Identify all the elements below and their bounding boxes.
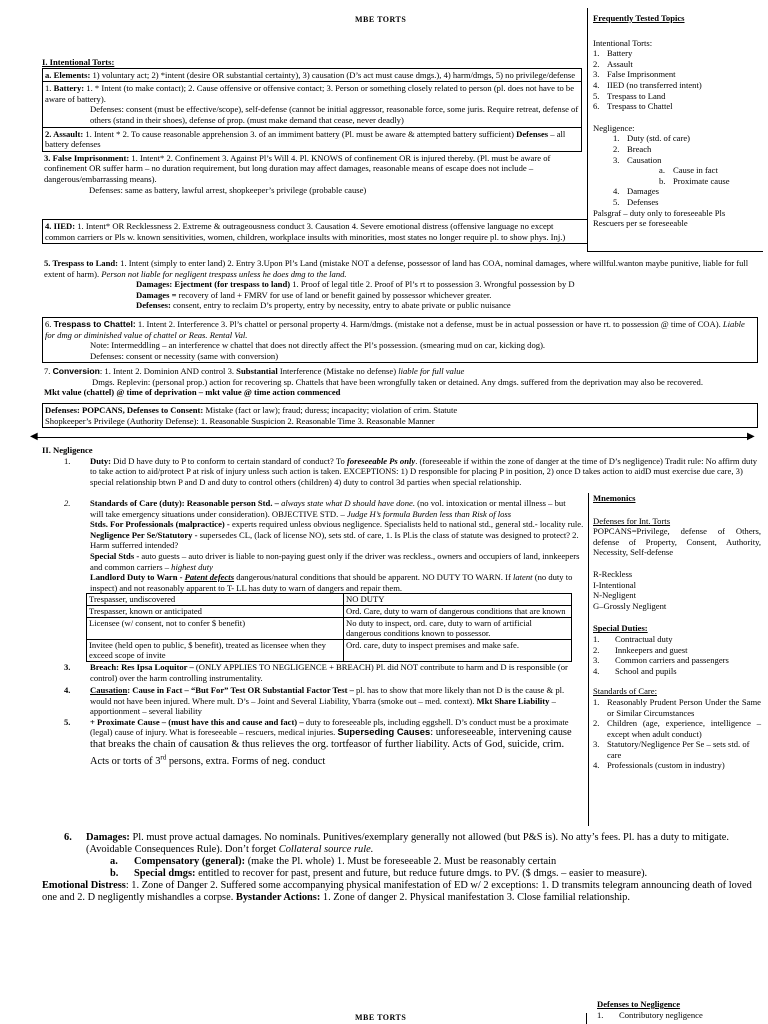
table-row: Invitee (held open to public, $ benefit), treated as licensee when they exceed scope of invite Ord. care, duty to inspect premises and make safe. <box>87 639 572 661</box>
emotional-distress: Emotional Distress: 1. Zone of Danger 2. Suffered some accompanying physical manifestation of ED w/ 2 exceptions: 1. D transmits telegram announcing death of loved one and 2. D negligently mishandles a corpse. Bystander Actions: 1. Zone of danger 2. Physical manifestation 3. Close familial relationship. <box>42 880 752 903</box>
ft-negligence-list <box>593 133 763 207</box>
ft-intentional-list <box>593 48 763 112</box>
list-item: b. Proximate cause <box>659 175 730 186</box>
list-item: 2. Children (age, experience, intelligence – except when adult conduct) <box>593 718 761 739</box>
list-item: 4. School and pupils <box>593 665 677 676</box>
list-item: 1. Contractual duty <box>593 633 673 644</box>
list-item: 1. Reasonably Prudent Person Under the Same or Similar Circumstances <box>593 696 761 718</box>
list-item: 3. Causation <box>613 154 662 165</box>
defenses-to-negligence-heading: Defenses to Negligence <box>597 999 681 1009</box>
arrow-left-icon: ◀ <box>30 431 38 442</box>
standards-of-care-label: Standards of Care: <box>593 686 657 697</box>
standards-of-care-list <box>593 697 761 771</box>
list-item: 3. False Imprisonment <box>593 69 676 80</box>
list-item: 2. Innkeepers and guest <box>593 644 688 655</box>
arrow-right-icon: ▶ <box>747 431 755 442</box>
list-item: 1. Contributory negligence <box>597 1009 703 1020</box>
damages-item: 6. Damages: Pl. must prove actual damages. No nominals. Punitives/exemplary generally not allowed (but P&S is). No atty’s fees. Pl. has a duty to mitigate. (Avoidable Consequences Rule). Don’t forget Collateral source rule. <box>64 832 729 855</box>
footer-divider <box>586 1013 587 1024</box>
trespass-to-chattel-box: 6. Trespass to Chattel: 1. Intent 2. Interference 3. Pl’s chattel or personal property 4. Harm/dmgs. (mistake not a defense, must be in actual possession or have rt. to possession @ time of COA). Liable for dmg or diminished value of chattel or Reas. Rental Val. Note: Intermeddling – an interference w chattel that does not directly affect the Pl’s possession. (smearing mud on car, kicking dog). Defenses: consent or necessity (same with conversion) <box>42 317 758 363</box>
list-item: 4. IIED (no transferred intent) <box>593 79 702 90</box>
ft-negligence-label: Negligence: <box>593 122 635 133</box>
proximate-cause-item: 5. + Proximate Cause – (must have this and cause and fact) – duty to foreseeable pls, including eggshell. D’s conduct must be a proximate (legal) cause of injury. What is foreseeable – rescuers, medical injuries. Superseding Causes: unforeseeable, intervening cause that breaks the chain of causation & thus relieves the org. tortfeasor of further liability. Acts of God, suicide, crim. Acts or torts of 3rd persons, extra. Forms of neg. conduct <box>64 716 572 767</box>
list-item: 2. Assault <box>593 58 633 69</box>
negligence-left-column <box>64 498 584 768</box>
damages-section <box>42 832 758 904</box>
battery-box: 1. Battery: 1. * Intent (to make contact); 2. Cause offensive or offensive contact; 3. Person or something closely related to person (pl. does not have to be aware of battery). Defenses: consent (must be effective/scope), self-defense (cannot be initial aggressor, reasonable force, some juris. Require retreat, defense of others (stand in their shoes), defense of prop. (must make demand that cease, never deadly) <box>42 81 582 126</box>
list-item: 6. Trespass to Chattel <box>593 101 673 112</box>
table-row: Licensee (w/ consent, not to confer $ benefit) No duty to inspect, ord. care, duty to warn of artificial dangerous conditions known to possessor. <box>87 617 572 639</box>
popcans-box: Defenses: POPCANS, Defenses to Consent: Mistake (fact or law); fraud; duress; incapacity; violation of crim. Statute Shopkeeper’s Privilege (Authority Defense): 1. Reasonable Suspicion 2. Reasonable Time 3. Reasonable Manner <box>42 403 758 428</box>
footer-title: MBE TORTS <box>355 1013 407 1022</box>
ft-rescuers: Rescuers per se foreseeable <box>593 218 688 229</box>
intentional-torts-section <box>42 57 582 196</box>
list-item: 4. Professionals (custom in industry) <box>593 760 725 771</box>
ft-intentional-label: Intentional Torts: <box>593 37 653 48</box>
iied-box: 4. IIED: 1. Intent* OR Recklessness 2. Extreme & outrageousness conduct 3. Causation 4. Severe emotional distress (offensive language no except common carriers or Pls w. known sensitivities, women, children, workplace insults with minorities, most states no longer require pl. to show phys. Inj.) <box>42 219 588 244</box>
section-divider <box>36 437 752 438</box>
page-title: MBE TORTS <box>355 15 407 24</box>
ring-mnemonic: R-Reckless I-Intentional N-Negligent G–Grossly Negligent <box>593 568 667 611</box>
list-item: 3. Statutory/Negligence Per Se – sets std. of care <box>593 739 750 760</box>
conversion: 7. Conversion: 1. Intent 2. Dominion AND control 3. Substantial Interference (Mistake no defense) liable for full value Dmgs. Replevin: (personal prop.) action for recovering sp. Chattels that have been wrongfully taken or detained. Any dmgs. suffered from the deprivation may also be recovered. Mkt value (chattel) @ time of deprivation – mkt value @ time action commenced <box>44 366 704 398</box>
list-item: 2. Breach <box>613 143 652 154</box>
special-duties-label: Special Duties: <box>593 623 648 634</box>
special-duties-list <box>593 634 761 676</box>
list-item: 3. Common carriers and passengers <box>593 655 729 666</box>
mnemonics-box <box>588 493 761 826</box>
table-row: Trespasser, undiscovered NO DUTY <box>87 594 572 606</box>
list-item: a. Cause in fact <box>659 165 718 176</box>
section-heading: I. Intentional Torts: <box>42 57 115 67</box>
negligence-section <box>42 445 758 487</box>
defenses-to-negligence-box <box>597 999 757 1020</box>
mnemonics-heading: Mnemonics <box>593 493 636 503</box>
list-item: 1. Battery <box>593 48 633 59</box>
popcans-mnemonic: POPCANS=Privilege, defense of Others, defense of Property, Consent, Authority, Necessity, Self-defense <box>593 526 761 558</box>
section-heading: II. Negligence <box>42 445 93 455</box>
frequently-tested-topics-box <box>587 8 763 252</box>
list-item: 4. Damages <box>613 186 659 197</box>
breach-item: 3. Breach: Res Ipsa Loquitor – (ONLY APPLIES TO NEGLIGENCE + BREACH) Pl. did NOT contribute to harm and D is responsible (or control) over the harm controlling instrumentality. <box>64 661 568 683</box>
compensatory-item: a. Compensatory (general): (make the Pl. whole) 1. Must be foreseeable 2. Must be reasonably certain <box>110 856 557 867</box>
list-item: 5. Defenses <box>613 196 659 207</box>
list-item: 1. Duty (std. of care) <box>613 133 690 144</box>
special-dmgs-item: b. Special dmgs: entitled to recover for past, present and future, but reduce future dmgs. to PV. ($ dmgs. – easier to measure). <box>110 868 648 879</box>
causation-item: 4. Causation: Cause in Fact – “But For” Test OR Substantial Factor Test – pl. has to show that more likely than not D is the cause & pl. would not have been injured. Where mult. D’s – Joint and Several Liability, Ybarra (smoke out – med. context). Mkt Share Liability – apportionment – several liability <box>64 685 565 717</box>
ft-heading: Frequently Tested Topics <box>593 13 685 23</box>
defenses-int-torts-label: Defenses for Int. Torts <box>593 515 671 526</box>
duty-item: 1. Duty: Did D have duty to P to conform to certain standard of conduct? To foreseeable Ps only. (foreseeable if within the zone of danger at the time of D’s negligence) Tradit rule: No affirm duty to take action to aid/protect P at risk of injury unless such action is taken. EXCEPTIONS: 1) D responsible for placing P in position, 2) once D takes action to aidD must exercise due care, 3) special relationship btwn P and D and duty to control others (children) 4) duty to control 3d parties when special relationship. <box>64 455 758 487</box>
ft-palsgraf: Palsgraf – duty only to foreseeable Pls <box>593 207 726 218</box>
standards-of-care: 2. Standards of Care (duty): Reasonable person Std. – always state what D should have done. (no vol. intoxication or mental illness – but will take emergency situations under consideration). OBJECTIVE STD. – Judge H’s formula Burden less than Risk of loss Stds. For Professionals (malpractice) - experts required unless obvious negligence. Specialists held to national std., general std.- locality rule. Negligence Per Se/Statutory - supersedes CL, (lack of license NO), sets std. of care, 1. Is Pl.is the class of statute was designed to protect? 2. Harm sufferred intended? Special Stds - auto guests – auto driver is liable to non-paying guest only if the driver was reckless., owners and occupiers of land, innkeepers and common carriers – highest duty Landlord Duty to Warn - Patent defects dangerous/natural conditions that should be apparent. NO DUTY TO WARN. If latent (no duty to inspect) and not reasonably apparent to T- LL has duty to warn of dangers and repair them. <box>64 498 584 593</box>
trespass-to-land: 5. Trespass to Land: 1. Intent (simply to enter land) 2. Entry 3.Upon Pl’s Land (mistake NOT a defense, possessor of land has COA, nominal damages, where willful.wanton maybe punitive, liable for full extent of harm). Person not liable for negligent trespass unless he does dmg to the land. Damages: Ejectment (for trespass to land) 1. Proof of legal title 2. Proof of Pl’s rt to possession 3. Wrongful possession by D Damages = recovery of land + FMRV for use of land or benefit gained by possessor whichever greater. Defenses: consent, entry to reclaim D’s property, entry by necessity, entry to abate private or public nuisance <box>44 258 749 311</box>
elements-box: a. Elements: 1) voluntary act; 2) *intent (desire OR substantial certainty), 3) causation (D’s act must cause dmgs.), 4) harm/dmgs, 5) no privilege/defense <box>42 68 582 82</box>
list-item: 5. Trespass to Land <box>593 90 666 101</box>
table-row: Trespasser, known or anticipated Ord. Care, duty to warn of dangerous conditions that are known <box>87 605 572 617</box>
false-imprisonment: 3. False Imprisonment: 1. Intent* 2. Confinement 3. Against Pl’s Will 4. Pl. KNOWS of confinement OR is injured thereby. (Pl. must be aware of confinement OR suffer harm – no duration requirement, but long duration may affect damages, reasonable means of escape does not include – dangerous/embarrassing means). Defenses: same as battery, lawful arrest, shopkeeper’s privilege (probable cause) <box>44 152 551 195</box>
assault-box: 2. Assault: 1. Intent * 2. To cause reasonable apprehension 3. of an immiment battery (Pl. must be aware & attempted battery sufficient) Defenses – all battery defenses <box>42 127 582 152</box>
duty-to-entrants-table <box>86 593 572 662</box>
